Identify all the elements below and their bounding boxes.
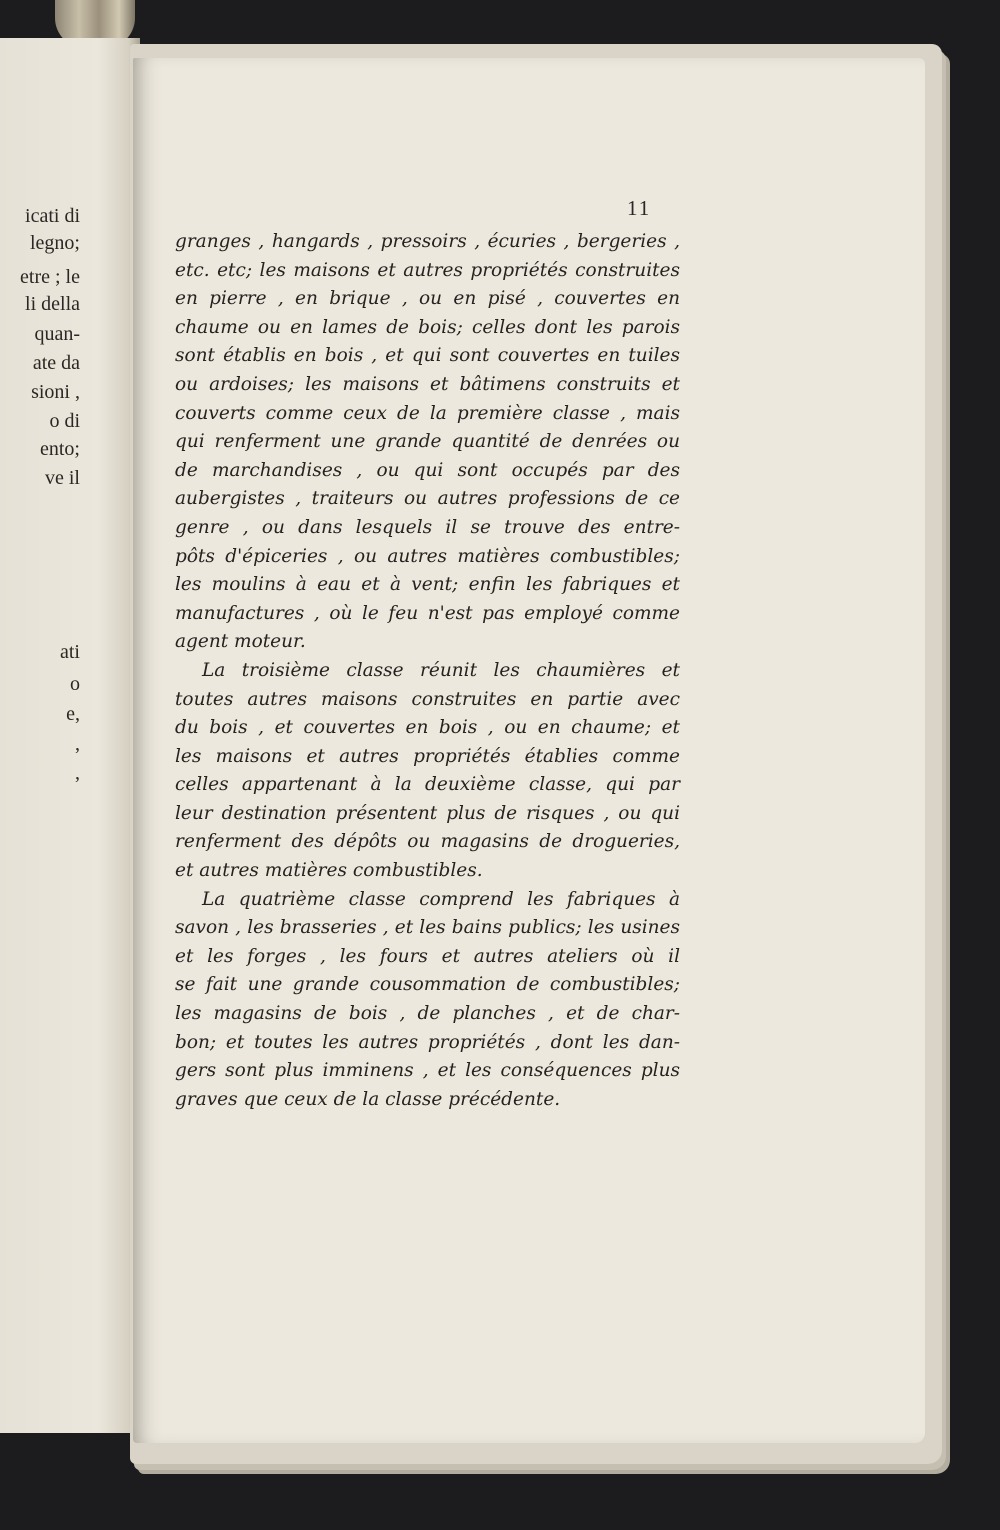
left-page-fragment: li della [25, 293, 80, 315]
text-line: bon; et toutes les autres propriétés , dont les dan- [175, 1031, 680, 1053]
text-line: La quatrième classe comprend les fabriques à [202, 888, 680, 910]
left-page-fragment: o [70, 673, 80, 695]
text-line: couverts comme ceux de la première classe , mais [175, 402, 680, 424]
text-line: et les forges , les fours et autres ateliers où il [175, 945, 680, 967]
text-line: graves que ceux de la classe précédente. [175, 1088, 561, 1110]
text-line: aubergistes , traiteurs ou autres professions de ce [175, 488, 680, 510]
text-line: en pierre , en brique , ou en pisé , couvertes en [175, 288, 680, 310]
text-line: sont établis en bois , et qui sont couvertes en tuiles [175, 345, 680, 367]
text-line: pôts d'épiceries , ou autres matières combustibles; [175, 545, 680, 567]
text-line: genre , ou dans lesquels il se trouve des entre- [175, 516, 680, 538]
text-line: granges , hangards , pressoirs , écuries , bergeries , [175, 231, 680, 252]
text-line: du bois , et couvertes en bois , ou en chaume; et [175, 717, 680, 739]
left-page-fragment: e, [66, 703, 80, 725]
text-line: chaume ou en lames de bois; celles dont les parois [175, 316, 680, 338]
text-line: etc. etc; les maisons et autres propriétés construites [175, 259, 680, 281]
left-page-fragment: sioni , [31, 381, 80, 403]
left-page-fragment: icati di [25, 205, 80, 227]
text-line: les maisons et autres propriétés établies comme [175, 745, 680, 767]
text-line: de marchandises , ou qui sont occupés par des [175, 459, 680, 481]
left-page [0, 38, 140, 1433]
text-line: leur destination présentent plus de risques , ou qui [175, 802, 680, 824]
text-line: celles appartenant à la deuxième classe, qui par [175, 774, 680, 796]
text-line: La troisième classe réunit les chaumières et [202, 659, 680, 681]
text-line: savon , les brasseries , et les bains publics; les usines [175, 917, 680, 939]
text-line: gers sont plus imminens , et les conséquences plus [175, 1060, 680, 1082]
paragraph [175, 228, 680, 657]
left-page-fragment: etre ; le [20, 266, 80, 288]
text-line: les moulins à eau et à vent; enfin les fabriques et [175, 574, 680, 596]
left-page-fragment: , [75, 733, 80, 755]
text-line: se fait une grande cousommation de combustibles; [175, 974, 680, 996]
page-body-text [175, 228, 680, 1114]
left-page-fragment: , [75, 762, 80, 784]
left-page-fragment: legno; [30, 232, 80, 254]
paragraph [175, 657, 680, 886]
page-number: 11 [627, 196, 652, 220]
left-page-fragment: ento; [40, 438, 80, 460]
text-line: ou ardoises; les maisons et bâtimens construits et [175, 373, 680, 395]
text-line: manufactures , où le feu n'est pas employé comme [175, 602, 680, 624]
paragraph [175, 886, 680, 1115]
text-line: renferment des dépôts ou magasins de drogueries, [175, 831, 680, 853]
text-line: et autres matières combustibles. [175, 860, 483, 882]
text-line: agent moteur. [175, 631, 306, 653]
left-page-fragment: o di [49, 410, 80, 432]
text-line: qui renferment une grande quantité de denrées ou [175, 431, 680, 453]
left-page-fragment: ate da [32, 352, 80, 374]
left-page-fragment: quan- [34, 323, 80, 345]
left-page-fragment: ve il [45, 467, 80, 489]
text-line: toutes autres maisons construites en partie avec [175, 688, 680, 710]
text-line: les magasins de bois , de planches , et de char- [175, 1003, 680, 1025]
left-page-fragment: ati [60, 641, 80, 663]
